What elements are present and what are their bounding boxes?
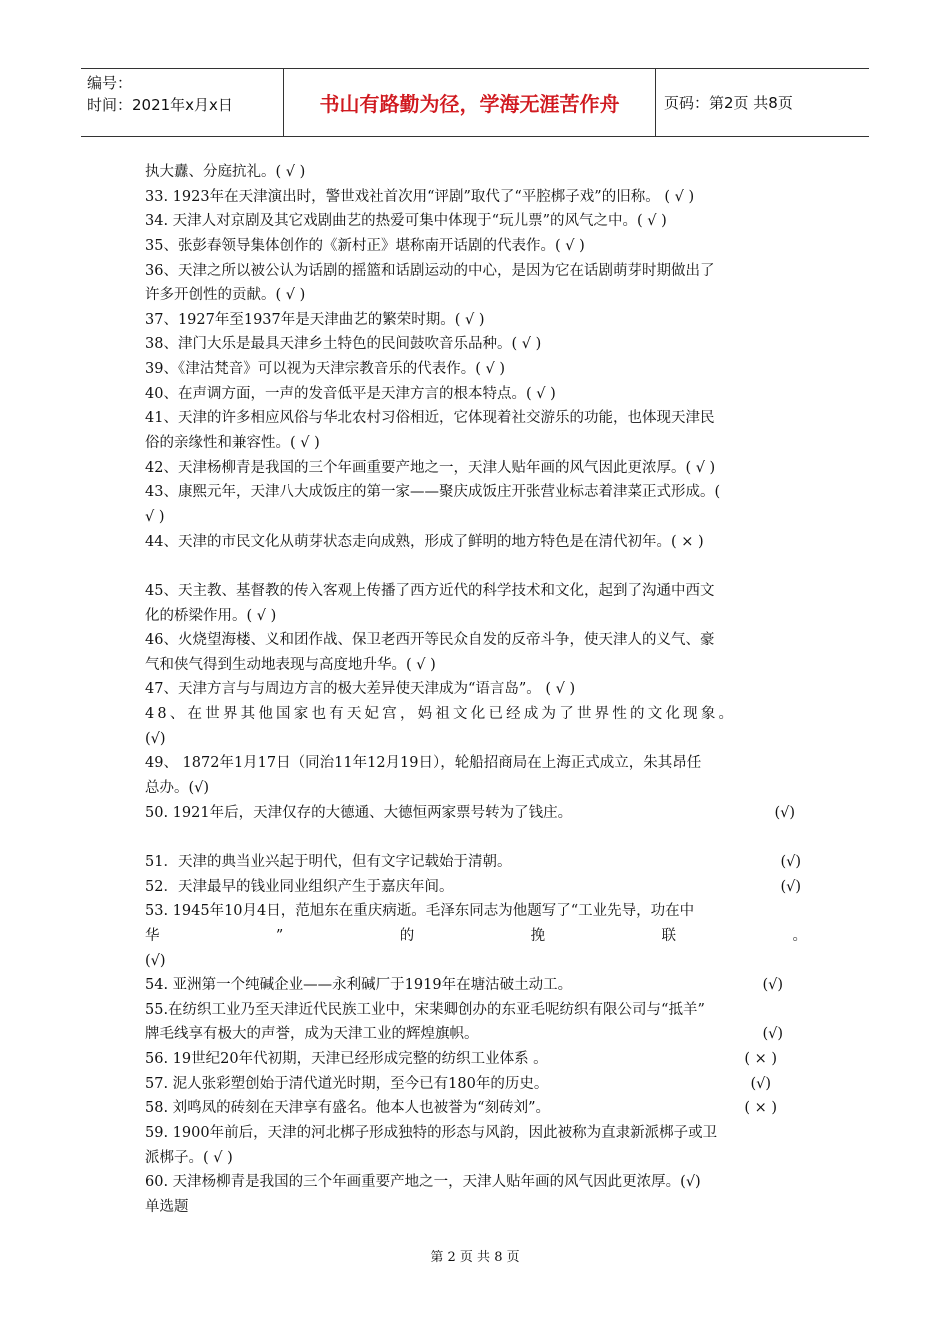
word: 华 bbox=[145, 927, 160, 944]
text-line: 总办。(√) bbox=[145, 780, 210, 797]
text-line: 许多开创性的贡献。( √ ) bbox=[145, 287, 306, 304]
text-line: 34. 天津人对京剧及其它戏剧曲艺的热爱可集中体现于“玩儿票”的风气之中。( √ ) bbox=[145, 213, 667, 230]
answer-mark: (√) bbox=[762, 1026, 783, 1043]
text-line: 43、康熙元年，天津八大成饭庄的第一家——聚庆成饭庄开张营业标志着津菜正式形成。( bbox=[145, 484, 721, 501]
header-meta bbox=[81, 69, 284, 136]
blank-line bbox=[145, 554, 807, 579]
line-text: 54. 亚洲第一个纯碱企业——永利碱厂于1919年在塘沽破土动工。 bbox=[145, 977, 573, 994]
answer-mark: (√) bbox=[750, 1075, 771, 1092]
text-line: 49、 1872年1月17日（同治11年12月19日），轮船招商局在上海正式成立，朱其昂任 bbox=[145, 755, 702, 772]
text-line: 40、在声调方面，一声的发音低平是天津方言的根本特点。( √ ) bbox=[145, 385, 556, 402]
text-line: 39、《津沽梵音》可以视为天津宗教音乐的代表作。( √ ) bbox=[145, 361, 505, 378]
text-line: 44、天津的市民文化从萌芽状态走向成熟，形成了鲜明的地方特色是在清代初年。( × ) bbox=[145, 533, 704, 550]
page-header bbox=[81, 68, 869, 137]
word: 挽 bbox=[530, 927, 546, 944]
text-line: 45、天主教、基督教的传入客观上传播了西方近代的科学技术和文化，起到了沟通中西文 bbox=[145, 582, 715, 599]
text-line bbox=[145, 875, 807, 900]
line-text: 58. 刘鸣凤的砖刻在天津享有盛名。他本人也被誉为“刻砖刘”。 bbox=[145, 1100, 550, 1117]
text-line: 35、张彭春领导集体创作的《新村正》堪称南开话剧的代表作。( √ ) bbox=[145, 237, 585, 254]
text-line bbox=[145, 1096, 807, 1121]
text-line: 55.在纺织工业乃至天津近代民族工业中，宋棐卿创办的东亚毛呢纺织有限公司与“抵羊” bbox=[145, 1001, 705, 1018]
document-body bbox=[145, 160, 807, 1220]
answer-mark: ( × ) bbox=[744, 1051, 777, 1068]
answer-mark: (√) bbox=[774, 804, 795, 821]
text-line: 化的桥梁作用。( √ ) bbox=[145, 607, 277, 624]
header-page-info: 页码：第2页 共8页 bbox=[664, 94, 793, 112]
section-heading: 单选题 bbox=[145, 1198, 189, 1215]
text-line: 俗的亲缘性和兼容性。( √ ) bbox=[145, 435, 320, 452]
line-text: 57. 泥人张彩塑创始于清代道光时期，至今已有180年的历史。 bbox=[145, 1075, 549, 1092]
page-footer: 第 2 页 共 8 页 bbox=[430, 1250, 520, 1265]
answer-mark: ( × ) bbox=[744, 1100, 777, 1117]
answer-mark: (√) bbox=[780, 878, 801, 895]
word: ” bbox=[275, 927, 284, 944]
line-text: 56. 19世纪20年代初期，天津已经形成完整的纺织工业体系 。 bbox=[145, 1051, 548, 1068]
line-text: 52．天津最早的钱业同业组织产生于嘉庆年间。 bbox=[145, 878, 454, 895]
text-line: √ ) bbox=[145, 508, 165, 525]
text-line: 气和侠气得到生动地表现与高度地升华。( √ ) bbox=[145, 656, 436, 673]
text-line: 执大纛、分庭抗礼。( √ ) bbox=[145, 164, 306, 180]
text-line: 41、天津的许多相应风俗与华北农村习俗相近，它体现着社交游乐的功能，也体现天津民 bbox=[145, 410, 715, 427]
text-line: 42、天津杨柳青是我国的三个年画重要产地之一，天津人贴年画的风气因此更浓厚。( √ ) bbox=[145, 459, 716, 476]
header-motto: 书山有路勤为径，学海无涯苦作舟 bbox=[284, 69, 656, 136]
text-line-justified bbox=[145, 924, 807, 949]
text-line bbox=[145, 801, 807, 826]
text-line: 53. 1945年10月4日，范旭东在重庆病逝。毛泽东同志为他题写了“工业先导，功在中 bbox=[145, 903, 695, 920]
time-label: 时间：2021年x月x日 bbox=[87, 96, 233, 114]
word: 联 bbox=[661, 927, 677, 944]
line-text: 51．天津的典当业兴起于明代，但有文字记载始于清朝。 bbox=[145, 853, 512, 870]
text-line: 38、津门大乐是最具天津乡土特色的民间鼓吹音乐品种。( √ ) bbox=[145, 336, 542, 353]
text-line: 48、在世界其他国家也有天妃宫，妈祖文化已经成为了世界性的文化现象。 bbox=[145, 706, 737, 723]
blank-line bbox=[145, 825, 807, 850]
text-line bbox=[145, 973, 807, 998]
text-line: 46、火烧望海楼、义和团作战、保卫老西开等民众自发的反帝斗争，使天津人的义气、豪 bbox=[145, 632, 715, 649]
text-line: 59. 1900年前后，天津的河北梆子形成独特的形态与风韵，因此被称为直隶新派梆子或卫 bbox=[145, 1124, 718, 1141]
text-line: 60. 天津杨柳青是我国的三个年画重要产地之一，天津人贴年画的风气因此更浓厚。(√) bbox=[145, 1174, 701, 1191]
answer-mark: (√) bbox=[780, 853, 801, 870]
text-line: 37、1927年至1937年是天津曲艺的繁荣时期。( √ ) bbox=[145, 311, 485, 328]
text-line bbox=[145, 1047, 807, 1072]
text-line: 36、天津之所以被公认为话剧的摇篮和话剧运动的中心，是因为它在话剧萌芽时期做出了 bbox=[145, 262, 715, 279]
text-line bbox=[145, 1072, 807, 1097]
word: 的 bbox=[399, 927, 415, 944]
number-label: 编号： bbox=[87, 74, 133, 92]
text-line: 33. 1923年在天津演出时，警世戏社首次用“评剧”取代了“平腔梆子戏”的旧称。 ( √ ) bbox=[145, 188, 695, 205]
line-text: 牌毛线享有极大的声誉，成为天津工业的辉煌旗帜。 bbox=[145, 1026, 479, 1043]
text-line: 47、天津方言与与周边方言的极大差异使天津成为“语言岛”。 ( √ ) bbox=[145, 681, 576, 698]
text-line: 派梆子。( √ ) bbox=[145, 1149, 233, 1166]
word: 。 bbox=[792, 927, 807, 944]
text-line: (√) bbox=[145, 730, 166, 747]
text-line bbox=[145, 1022, 807, 1047]
answer-mark: (√) bbox=[762, 977, 783, 994]
text-line bbox=[145, 850, 807, 875]
text-line: (√) bbox=[145, 952, 166, 969]
line-text: 50. 1921年后，天津仅存的大德通、大德恒两家票号转为了钱庄。 bbox=[145, 804, 573, 821]
